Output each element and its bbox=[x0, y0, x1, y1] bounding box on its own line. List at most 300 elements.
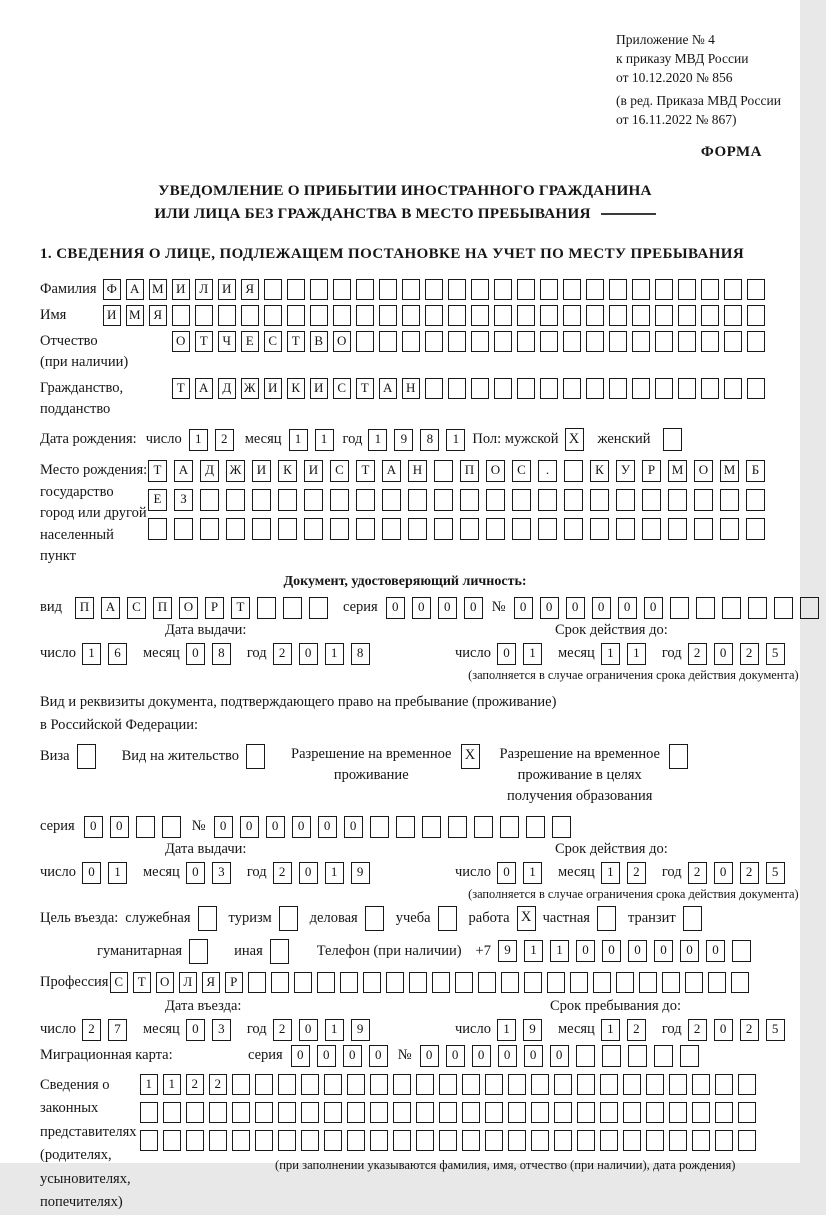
char-box[interactable]: . bbox=[538, 460, 557, 482]
char-box[interactable] bbox=[540, 378, 558, 399]
char-box[interactable] bbox=[393, 1102, 411, 1123]
purpose-checkbox[interactable]: X bbox=[517, 906, 536, 931]
char-box[interactable] bbox=[655, 305, 673, 326]
char-box[interactable] bbox=[422, 816, 441, 838]
char-box[interactable] bbox=[669, 1130, 687, 1151]
char-box[interactable] bbox=[485, 1130, 503, 1151]
purpose-checkbox[interactable] bbox=[279, 906, 298, 931]
char-box[interactable] bbox=[655, 378, 673, 399]
char-box[interactable]: С bbox=[110, 972, 128, 993]
char-box[interactable]: 0 bbox=[291, 1045, 310, 1067]
char-box[interactable]: 7 bbox=[108, 1019, 127, 1041]
char-box[interactable] bbox=[655, 279, 673, 300]
char-box[interactable]: 0 bbox=[186, 643, 205, 665]
char-box[interactable]: 0 bbox=[412, 597, 431, 619]
char-box[interactable] bbox=[512, 489, 531, 511]
char-box[interactable] bbox=[586, 331, 604, 352]
char-box[interactable] bbox=[563, 305, 581, 326]
char-box[interactable]: 0 bbox=[420, 1045, 439, 1067]
char-box[interactable] bbox=[602, 1045, 621, 1067]
char-box[interactable] bbox=[654, 1045, 673, 1067]
residence-permit-checkbox[interactable] bbox=[246, 744, 265, 769]
char-box[interactable] bbox=[708, 972, 726, 993]
char-box[interactable]: 0 bbox=[680, 940, 699, 962]
char-box[interactable] bbox=[692, 1102, 710, 1123]
char-box[interactable]: Т bbox=[195, 331, 213, 352]
char-box[interactable]: 1 bbox=[523, 643, 542, 665]
char-box[interactable] bbox=[393, 1074, 411, 1095]
char-box[interactable] bbox=[494, 378, 512, 399]
char-box[interactable]: Е bbox=[241, 331, 259, 352]
char-box[interactable] bbox=[642, 518, 661, 540]
char-box[interactable] bbox=[494, 305, 512, 326]
char-box[interactable] bbox=[186, 1102, 204, 1123]
char-box[interactable] bbox=[720, 518, 739, 540]
char-box[interactable]: Н bbox=[408, 460, 427, 482]
char-box[interactable]: 2 bbox=[82, 1019, 101, 1041]
char-box[interactable] bbox=[590, 518, 609, 540]
char-box[interactable] bbox=[724, 378, 742, 399]
char-box[interactable]: И bbox=[304, 460, 323, 482]
char-box[interactable] bbox=[356, 489, 375, 511]
char-box[interactable] bbox=[669, 1074, 687, 1095]
char-box[interactable] bbox=[486, 489, 505, 511]
char-box[interactable] bbox=[554, 1102, 572, 1123]
char-box[interactable]: 2 bbox=[740, 862, 759, 884]
char-box[interactable] bbox=[715, 1074, 733, 1095]
char-box[interactable] bbox=[471, 279, 489, 300]
char-box[interactable] bbox=[474, 816, 493, 838]
char-box[interactable]: М bbox=[720, 460, 739, 482]
char-box[interactable] bbox=[531, 1074, 549, 1095]
char-box[interactable] bbox=[623, 1130, 641, 1151]
char-box[interactable]: 0 bbox=[714, 862, 733, 884]
char-box[interactable] bbox=[600, 1130, 618, 1151]
char-box[interactable] bbox=[609, 279, 627, 300]
char-box[interactable] bbox=[692, 1130, 710, 1151]
char-box[interactable]: 0 bbox=[292, 816, 311, 838]
char-box[interactable] bbox=[434, 518, 453, 540]
char-box[interactable]: Д bbox=[200, 460, 219, 482]
char-box[interactable]: 0 bbox=[299, 643, 318, 665]
char-box[interactable] bbox=[408, 489, 427, 511]
char-box[interactable]: 0 bbox=[299, 862, 318, 884]
char-box[interactable]: 0 bbox=[576, 940, 595, 962]
char-box[interactable]: 2 bbox=[209, 1074, 227, 1095]
char-box[interactable]: 0 bbox=[514, 597, 533, 619]
char-box[interactable]: 0 bbox=[343, 1045, 362, 1067]
char-box[interactable] bbox=[508, 1130, 526, 1151]
char-box[interactable]: Я bbox=[202, 972, 220, 993]
char-box[interactable]: 0 bbox=[618, 597, 637, 619]
char-box[interactable]: 0 bbox=[714, 1019, 733, 1041]
char-box[interactable]: 1 bbox=[82, 643, 101, 665]
char-box[interactable] bbox=[724, 305, 742, 326]
char-box[interactable] bbox=[564, 460, 583, 482]
char-box[interactable] bbox=[471, 378, 489, 399]
char-box[interactable] bbox=[616, 489, 635, 511]
char-box[interactable]: А bbox=[174, 460, 193, 482]
char-box[interactable]: Ж bbox=[226, 460, 245, 482]
char-box[interactable] bbox=[462, 1102, 480, 1123]
char-box[interactable]: И bbox=[252, 460, 271, 482]
char-box[interactable]: 0 bbox=[299, 1019, 318, 1041]
char-box[interactable] bbox=[639, 972, 657, 993]
char-box[interactable]: 0 bbox=[438, 597, 457, 619]
char-box[interactable] bbox=[163, 1102, 181, 1123]
char-box[interactable] bbox=[448, 305, 466, 326]
char-box[interactable] bbox=[379, 331, 397, 352]
char-box[interactable] bbox=[593, 972, 611, 993]
char-box[interactable] bbox=[576, 1045, 595, 1067]
char-box[interactable] bbox=[701, 279, 719, 300]
char-box[interactable] bbox=[678, 305, 696, 326]
char-box[interactable] bbox=[356, 331, 374, 352]
char-box[interactable] bbox=[517, 378, 535, 399]
char-box[interactable] bbox=[278, 1074, 296, 1095]
char-box[interactable]: 1 bbox=[315, 429, 334, 451]
char-box[interactable] bbox=[396, 816, 415, 838]
char-box[interactable] bbox=[379, 279, 397, 300]
purpose-checkbox[interactable] bbox=[198, 906, 217, 931]
char-box[interactable]: О bbox=[333, 331, 351, 352]
char-box[interactable] bbox=[255, 1074, 273, 1095]
char-box[interactable]: Ф bbox=[103, 279, 121, 300]
char-box[interactable]: 0 bbox=[186, 862, 205, 884]
char-box[interactable]: А bbox=[101, 597, 120, 619]
char-box[interactable]: А bbox=[195, 378, 213, 399]
char-box[interactable] bbox=[563, 378, 581, 399]
char-box[interactable]: А bbox=[379, 378, 397, 399]
char-box[interactable] bbox=[347, 1130, 365, 1151]
char-box[interactable] bbox=[304, 518, 323, 540]
char-box[interactable]: Т bbox=[148, 460, 167, 482]
char-box[interactable] bbox=[538, 489, 557, 511]
char-box[interactable] bbox=[747, 331, 765, 352]
char-box[interactable] bbox=[363, 972, 381, 993]
char-box[interactable] bbox=[301, 1130, 319, 1151]
char-box[interactable] bbox=[662, 972, 680, 993]
char-box[interactable] bbox=[685, 972, 703, 993]
char-box[interactable]: П bbox=[460, 460, 479, 482]
char-box[interactable]: Б bbox=[746, 460, 765, 482]
char-box[interactable]: 2 bbox=[215, 429, 234, 451]
char-box[interactable]: О bbox=[486, 460, 505, 482]
char-box[interactable] bbox=[264, 279, 282, 300]
char-box[interactable] bbox=[540, 305, 558, 326]
char-box[interactable] bbox=[701, 378, 719, 399]
char-box[interactable] bbox=[715, 1130, 733, 1151]
char-box[interactable] bbox=[356, 305, 374, 326]
char-box[interactable]: 0 bbox=[550, 1045, 569, 1067]
char-box[interactable]: Л bbox=[179, 972, 197, 993]
char-box[interactable]: М bbox=[149, 279, 167, 300]
char-box[interactable] bbox=[301, 1102, 319, 1123]
char-box[interactable]: 2 bbox=[273, 643, 292, 665]
char-box[interactable] bbox=[564, 489, 583, 511]
char-box[interactable]: Ж bbox=[241, 378, 259, 399]
char-box[interactable] bbox=[738, 1074, 756, 1095]
char-box[interactable] bbox=[701, 331, 719, 352]
char-box[interactable] bbox=[471, 331, 489, 352]
char-box[interactable]: П bbox=[75, 597, 94, 619]
char-box[interactable]: 1 bbox=[140, 1074, 158, 1095]
char-box[interactable]: П bbox=[153, 597, 172, 619]
char-box[interactable]: 1 bbox=[627, 643, 646, 665]
char-box[interactable] bbox=[310, 305, 328, 326]
char-box[interactable] bbox=[462, 1074, 480, 1095]
char-box[interactable]: Я bbox=[241, 279, 259, 300]
char-box[interactable] bbox=[257, 597, 276, 619]
char-box[interactable] bbox=[287, 305, 305, 326]
char-box[interactable] bbox=[678, 279, 696, 300]
char-box[interactable] bbox=[434, 489, 453, 511]
char-box[interactable] bbox=[600, 1102, 618, 1123]
char-box[interactable]: 1 bbox=[163, 1074, 181, 1095]
char-box[interactable] bbox=[668, 518, 687, 540]
char-box[interactable] bbox=[748, 597, 767, 619]
char-box[interactable]: 1 bbox=[325, 643, 344, 665]
char-box[interactable] bbox=[264, 305, 282, 326]
char-box[interactable]: 1 bbox=[325, 1019, 344, 1041]
char-box[interactable]: Е bbox=[148, 489, 167, 511]
char-box[interactable] bbox=[609, 331, 627, 352]
char-box[interactable]: 0 bbox=[524, 1045, 543, 1067]
char-box[interactable]: 0 bbox=[714, 643, 733, 665]
char-box[interactable] bbox=[324, 1130, 342, 1151]
char-box[interactable]: К bbox=[287, 378, 305, 399]
char-box[interactable]: 9 bbox=[394, 429, 413, 451]
char-box[interactable] bbox=[512, 518, 531, 540]
char-box[interactable] bbox=[616, 972, 634, 993]
char-box[interactable] bbox=[209, 1130, 227, 1151]
char-box[interactable]: 2 bbox=[273, 1019, 292, 1041]
char-box[interactable] bbox=[554, 1130, 572, 1151]
char-box[interactable] bbox=[494, 331, 512, 352]
char-box[interactable] bbox=[347, 1102, 365, 1123]
char-box[interactable]: С bbox=[264, 331, 282, 352]
char-box[interactable] bbox=[195, 305, 213, 326]
char-box[interactable]: 9 bbox=[498, 940, 517, 962]
char-box[interactable]: И bbox=[264, 378, 282, 399]
char-box[interactable]: Т bbox=[287, 331, 305, 352]
char-box[interactable] bbox=[252, 489, 271, 511]
char-box[interactable]: 8 bbox=[351, 643, 370, 665]
purpose-checkbox[interactable] bbox=[683, 906, 702, 931]
char-box[interactable]: 0 bbox=[266, 816, 285, 838]
char-box[interactable] bbox=[370, 1130, 388, 1151]
char-box[interactable] bbox=[563, 279, 581, 300]
char-box[interactable] bbox=[471, 305, 489, 326]
char-box[interactable] bbox=[632, 279, 650, 300]
char-box[interactable] bbox=[252, 518, 271, 540]
char-box[interactable] bbox=[330, 489, 349, 511]
char-box[interactable] bbox=[301, 1074, 319, 1095]
char-box[interactable] bbox=[382, 489, 401, 511]
char-box[interactable] bbox=[434, 460, 453, 482]
char-box[interactable] bbox=[347, 1074, 365, 1095]
char-box[interactable]: И bbox=[103, 305, 121, 326]
char-box[interactable] bbox=[508, 1102, 526, 1123]
char-box[interactable] bbox=[174, 518, 193, 540]
char-box[interactable]: 0 bbox=[472, 1045, 491, 1067]
char-box[interactable] bbox=[278, 518, 297, 540]
char-box[interactable]: О bbox=[694, 460, 713, 482]
char-box[interactable]: Т bbox=[231, 597, 250, 619]
char-box[interactable] bbox=[393, 1130, 411, 1151]
char-box[interactable]: Т bbox=[356, 378, 374, 399]
char-box[interactable] bbox=[271, 972, 289, 993]
char-box[interactable] bbox=[448, 279, 466, 300]
char-box[interactable] bbox=[200, 489, 219, 511]
char-box[interactable] bbox=[186, 1130, 204, 1151]
char-box[interactable] bbox=[448, 816, 467, 838]
char-box[interactable]: 0 bbox=[82, 862, 101, 884]
char-box[interactable] bbox=[486, 518, 505, 540]
char-box[interactable] bbox=[209, 1102, 227, 1123]
char-box[interactable] bbox=[738, 1102, 756, 1123]
purpose-checkbox[interactable] bbox=[189, 939, 208, 964]
char-box[interactable] bbox=[382, 518, 401, 540]
char-box[interactable] bbox=[632, 305, 650, 326]
char-box[interactable] bbox=[517, 305, 535, 326]
char-box[interactable] bbox=[632, 378, 650, 399]
char-box[interactable]: 0 bbox=[446, 1045, 465, 1067]
char-box[interactable]: 0 bbox=[654, 940, 673, 962]
char-box[interactable]: 0 bbox=[186, 1019, 205, 1041]
char-box[interactable] bbox=[600, 1074, 618, 1095]
char-box[interactable] bbox=[241, 305, 259, 326]
char-box[interactable] bbox=[425, 305, 443, 326]
char-box[interactable] bbox=[255, 1130, 273, 1151]
char-box[interactable] bbox=[747, 378, 765, 399]
char-box[interactable] bbox=[577, 1102, 595, 1123]
char-box[interactable]: С bbox=[330, 460, 349, 482]
char-box[interactable] bbox=[715, 1102, 733, 1123]
char-box[interactable]: 0 bbox=[540, 597, 559, 619]
char-box[interactable] bbox=[226, 518, 245, 540]
char-box[interactable]: 2 bbox=[688, 862, 707, 884]
char-box[interactable] bbox=[623, 1074, 641, 1095]
char-box[interactable] bbox=[694, 518, 713, 540]
char-box[interactable]: Р bbox=[205, 597, 224, 619]
char-box[interactable] bbox=[646, 1074, 664, 1095]
char-box[interactable] bbox=[564, 518, 583, 540]
char-box[interactable] bbox=[425, 331, 443, 352]
char-box[interactable] bbox=[694, 489, 713, 511]
char-box[interactable]: Т bbox=[172, 378, 190, 399]
char-box[interactable]: Р bbox=[225, 972, 243, 993]
char-box[interactable]: 8 bbox=[420, 429, 439, 451]
char-box[interactable] bbox=[386, 972, 404, 993]
char-box[interactable] bbox=[731, 972, 749, 993]
char-box[interactable] bbox=[163, 1130, 181, 1151]
char-box[interactable] bbox=[696, 597, 715, 619]
char-box[interactable]: У bbox=[616, 460, 635, 482]
char-box[interactable]: С bbox=[127, 597, 146, 619]
char-box[interactable]: 0 bbox=[498, 1045, 517, 1067]
char-box[interactable] bbox=[409, 972, 427, 993]
char-box[interactable]: 0 bbox=[706, 940, 725, 962]
char-box[interactable] bbox=[590, 489, 609, 511]
char-box[interactable] bbox=[278, 1102, 296, 1123]
char-box[interactable] bbox=[500, 816, 519, 838]
char-box[interactable]: С bbox=[333, 378, 351, 399]
char-box[interactable] bbox=[162, 816, 181, 838]
char-box[interactable] bbox=[646, 1102, 664, 1123]
char-box[interactable] bbox=[508, 1074, 526, 1095]
male-checkbox[interactable]: X bbox=[565, 428, 584, 451]
char-box[interactable]: 2 bbox=[627, 862, 646, 884]
char-box[interactable] bbox=[531, 1102, 549, 1123]
char-box[interactable]: А bbox=[126, 279, 144, 300]
temp-residence-checkbox[interactable]: X bbox=[461, 744, 480, 769]
char-box[interactable] bbox=[724, 331, 742, 352]
char-box[interactable] bbox=[616, 518, 635, 540]
char-box[interactable] bbox=[287, 279, 305, 300]
char-box[interactable]: 1 bbox=[523, 862, 542, 884]
char-box[interactable] bbox=[678, 378, 696, 399]
char-box[interactable] bbox=[738, 1130, 756, 1151]
char-box[interactable] bbox=[547, 972, 565, 993]
char-box[interactable] bbox=[402, 279, 420, 300]
char-box[interactable] bbox=[283, 597, 302, 619]
char-box[interactable] bbox=[232, 1074, 250, 1095]
char-box[interactable]: 0 bbox=[214, 816, 233, 838]
char-box[interactable] bbox=[800, 597, 819, 619]
char-box[interactable] bbox=[460, 518, 479, 540]
char-box[interactable] bbox=[732, 940, 751, 962]
char-box[interactable] bbox=[370, 1074, 388, 1095]
char-box[interactable] bbox=[448, 331, 466, 352]
char-box[interactable]: 0 bbox=[318, 816, 337, 838]
char-box[interactable]: 0 bbox=[240, 816, 259, 838]
char-box[interactable] bbox=[416, 1074, 434, 1095]
char-box[interactable]: Л bbox=[195, 279, 213, 300]
char-box[interactable] bbox=[670, 597, 689, 619]
char-box[interactable] bbox=[148, 518, 167, 540]
char-box[interactable]: Р bbox=[642, 460, 661, 482]
char-box[interactable]: О bbox=[179, 597, 198, 619]
char-box[interactable]: 2 bbox=[740, 1019, 759, 1041]
char-box[interactable] bbox=[439, 1130, 457, 1151]
char-box[interactable]: 8 bbox=[212, 643, 231, 665]
char-box[interactable] bbox=[455, 972, 473, 993]
char-box[interactable] bbox=[379, 305, 397, 326]
char-box[interactable]: Д bbox=[218, 378, 236, 399]
char-box[interactable] bbox=[448, 378, 466, 399]
char-box[interactable] bbox=[232, 1102, 250, 1123]
char-box[interactable]: 0 bbox=[592, 597, 611, 619]
char-box[interactable] bbox=[563, 331, 581, 352]
char-box[interactable] bbox=[218, 305, 236, 326]
char-box[interactable]: 9 bbox=[351, 862, 370, 884]
char-box[interactable] bbox=[255, 1102, 273, 1123]
char-box[interactable]: И bbox=[172, 279, 190, 300]
char-box[interactable]: И bbox=[218, 279, 236, 300]
char-box[interactable] bbox=[524, 972, 542, 993]
char-box[interactable] bbox=[526, 816, 545, 838]
char-box[interactable] bbox=[554, 1074, 572, 1095]
char-box[interactable] bbox=[746, 518, 765, 540]
char-box[interactable]: З bbox=[174, 489, 193, 511]
char-box[interactable]: 9 bbox=[351, 1019, 370, 1041]
char-box[interactable]: 1 bbox=[601, 862, 620, 884]
char-box[interactable] bbox=[720, 489, 739, 511]
char-box[interactable] bbox=[356, 518, 375, 540]
char-box[interactable] bbox=[408, 518, 427, 540]
char-box[interactable] bbox=[774, 597, 793, 619]
